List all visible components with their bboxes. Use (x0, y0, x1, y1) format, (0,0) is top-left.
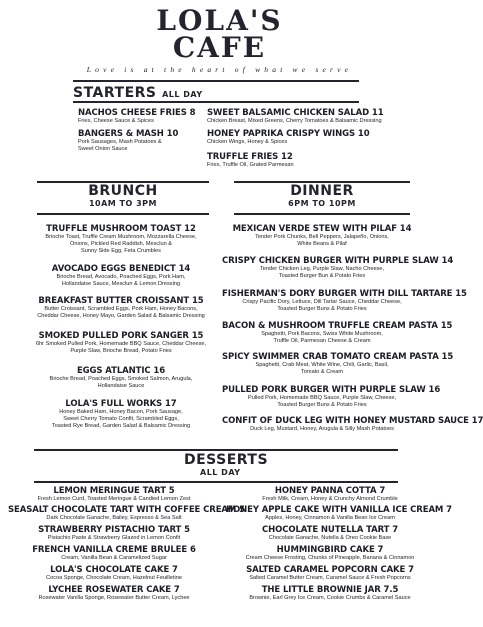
starters-heading (73, 82, 203, 101)
item-description: Duck Leg, Mustard, Honey, Arugula & Silly Mash Potatoes (250, 426, 394, 432)
item-description: White Beans & Pilaf (297, 240, 347, 247)
menu-item-brunch (16, 399, 226, 430)
brunch-bottom-rule (37, 213, 209, 215)
item-description: Fresh Lemon Curd, Toasted Meringue & Candied Lemon Zest (37, 496, 191, 502)
item-description: Brioche Bread, Poached Eggs, Smoked Salmon, Arugula, (49, 376, 193, 382)
brunch-hours: 10AM TO 3PM (88, 199, 157, 208)
item-description: Brioche Toast, Truffle Cream Mushroom, Mozzarella Cheese, (45, 234, 197, 240)
item-name: HONEY PANNA COTTA 7 (274, 486, 386, 496)
menu-item-dinner (222, 224, 422, 248)
item-description: Butter Croissant, Scrambled Eggs, Pork Ham, Honey Bacons, (44, 306, 198, 312)
item-description: Spaghetti, Crab Meat, White Wine, Chili, Garlic, Basil, (255, 362, 389, 368)
item-name: LEMON MERINGUE TART 5 (53, 486, 175, 496)
item-name: HUMMINGBIRD CAKE 7 (276, 545, 384, 555)
item-name: TRUFFLE MUSHROOM TOAST 12 (46, 224, 196, 234)
item-description: 6hr Smoked Pulled Pork, Homemade BBQ Sauce, Cheddar Cheese, (35, 341, 207, 347)
item-name: LOLA'S FULL WORKS 17 (65, 399, 177, 409)
item-description: Purple Slaw, Brioche Bread, Potato Fries (70, 347, 172, 354)
starters-bottom-rule (73, 101, 359, 103)
item-description: Spaghetti, Pork Bacons, Swiss White Mushroom, (261, 331, 383, 337)
item-name: LYCHEE ROSEWATER CAKE 7 (48, 585, 180, 595)
menu-item-dessert (8, 486, 220, 503)
item-name: CHOCOLATE NUTELLA TART 7 (261, 525, 399, 535)
menu-item-brunch (16, 366, 226, 390)
item-name: SWEET BALSAMIC CHICKEN SALAD 11 (207, 108, 384, 118)
menu-item-brunch (16, 224, 226, 255)
item-description: Cream, Vanilla Bean & Caramelized Sugar (61, 555, 167, 561)
menu-item-dessert (226, 486, 434, 503)
menu-item-starter (207, 108, 384, 125)
item-description: Brownie, Earl Grey Ice Cream, Cookie Crumbs & Caramel Sauce (249, 595, 411, 601)
item-name: BREAKFAST BUTTER CROISSANT 15 (38, 296, 204, 306)
item-description: Sunny Side Egg, Feta Crumbles (81, 247, 161, 254)
logo-line-2: CAFE (172, 31, 267, 64)
tagline: Love is at the heart of what we serve (86, 65, 353, 74)
item-description: Cocoa Sponge, Chocolate Cream, Hazelnut Feuilletine (46, 575, 182, 581)
item-description: Toasted Burger Buns & Potato Fries (277, 401, 367, 408)
desserts-rule (34, 449, 398, 451)
item-name: HONEY APPLE CAKE WITH VANILLA ICE CREAM 7 (226, 505, 452, 515)
menu-item-dessert (8, 525, 220, 542)
item-name: LOLA'S CHOCOLATE CAKE 7 (50, 565, 178, 575)
item-name: EGGS ATLANTIC 16 (76, 366, 166, 376)
menu-item-starter (78, 129, 178, 153)
item-name: BANGERS & MASH 10 (78, 129, 179, 139)
item-description: Brioche Bread, Avocado, Poached Eggs, Pork Ham, (56, 274, 186, 280)
dinner-heading (234, 183, 410, 208)
item-description: Cream Cheese Frosting, Chunks of Pineapple, Banana & Cinnamon (245, 555, 415, 561)
menu-item-dessert (226, 525, 434, 542)
menu-item-dinner (222, 352, 454, 376)
menu-item-dinner (222, 256, 454, 280)
brunch-heading (37, 183, 209, 208)
item-description: Pulled Pork, Homemade BBQ Sauce, Purple Slaw, Cheese, (248, 395, 396, 401)
item-description: Hollandaise Sauce, Mesclun & Lemon Dressing (61, 280, 181, 287)
item-description: Fries, Truffle Oil, Grated Parmesan (207, 162, 294, 168)
item-description: Fries, Cheese Sauce & Spices (78, 118, 154, 124)
item-description: Sweet Onion Sauce (78, 145, 128, 152)
item-name: AVOCADO EGGS BENEDICT 14 (51, 264, 191, 274)
menu-item-brunch (16, 296, 226, 320)
item-name: MEXICAN VERDE STEW WITH PILAF 14 (232, 224, 412, 234)
item-description: Sweet Cherry Tomato Confit, Scrambled Eggs, (63, 415, 179, 422)
starters-subtitle: ALL DAY (162, 90, 203, 99)
item-name: FRENCH VANILLA CREME BRULEE 6 (32, 545, 196, 555)
item-description: Tomato & Cream (301, 368, 343, 375)
menu-item-dessert (226, 545, 434, 562)
menu-item-dinner (222, 289, 467, 313)
item-description: Salted Caramel Butter Cream, Caramel Sauce & Fresh Popcorns (249, 575, 411, 581)
desserts-title: DESSERTS (184, 452, 269, 468)
item-description: Fresh Milk, Cream, Honey & Crunchy Almond Crumble (262, 496, 398, 502)
starters-title: STARTERS (73, 85, 157, 101)
item-name: SEASALT CHOCOLATE TART WITH COFFEE CREAM 5 (8, 505, 245, 515)
item-description: Truffle Oil, Parmesan Cheese & Cream (273, 337, 371, 344)
item-name: HONEY PAPRIKA CRISPY WINGS 10 (207, 129, 370, 139)
item-name: STRAWBERRY PISTACHIO TART 5 (38, 525, 190, 535)
item-description: Toasted Rye Bread, Garden Salad & Balsamic Dressing (51, 422, 191, 429)
item-description: Dark Chocolate Ganache, Bailey, Espresso & Sea Salt (46, 515, 182, 521)
menu-item-dessert (8, 585, 220, 602)
item-description: Pork Sausages, Mash Potatoes & (78, 139, 162, 145)
item-name: SPICY SWIMMER CRAB TOMATO CREAM PASTA 15 (222, 352, 454, 362)
menu-item-dessert (226, 565, 434, 582)
item-description: Onions, Pickled Red Raddish, Mesclun & (70, 240, 172, 247)
item-description: Cheddar Cheese, Honey Mayo, Garden Salad & Balsamic Dressing (37, 312, 205, 319)
menu-item-starter (207, 152, 294, 169)
item-description: Crispy Pacific Dory, Lettuce, Dill Tartar Sauce, Cheddar Cheese, (242, 299, 402, 305)
menu-item-starter (207, 129, 370, 146)
item-description: Chicken Breast, Mixed Greens, Cherry Tomatoes & Balsamic Dressing (207, 118, 382, 124)
item-description: Chocolate Ganache, Nutella & Oreo Cookie Base (268, 535, 392, 541)
menu-item-dessert (8, 565, 220, 582)
desserts-heading (184, 452, 268, 477)
menu-item-dinner (222, 321, 453, 345)
item-name: NACHOS CHEESE FRIES 8 (78, 108, 196, 118)
item-name: SMOKED PULLED PORK SANGER 15 (38, 331, 204, 341)
dinner-title: DINNER (290, 183, 354, 199)
menu-item-dessert (8, 545, 220, 562)
item-description: Hollandaise Sauce (97, 382, 145, 389)
menu-item-starter (78, 108, 195, 125)
item-description: Apples, Honey, Cinnamon & Vanilla Bean Ice Cream (265, 515, 395, 521)
menu-item-dinner (222, 385, 441, 409)
item-description: Honey Baked Ham, Honey Bacon, Pork Sausage, (59, 409, 183, 415)
item-name: CONFIT OF DUCK LEG WITH HONEY MUSTARD SAUCE 17 (222, 416, 483, 426)
item-name: CRISPY CHICKEN BURGER WITH PURPLE SLAW 14 (222, 256, 454, 266)
dinner-bottom-rule (234, 213, 410, 215)
logo-line-1: LOLA'S (156, 4, 283, 37)
item-description: Tender Pork Chunks, Bell Peppers, Jalapeño, Onions, (255, 234, 389, 240)
item-name: BACON & MUSHROOM TRUFFLE CREAM PASTA 15 (222, 321, 453, 331)
item-description: Tender Chicken Leg, Purple Slaw, Nacho Cheese, (259, 266, 385, 272)
item-description: Pistachio Paste & Strawberry Glazed in Lemon Confit (47, 535, 181, 541)
brunch-title: BRUNCH (88, 183, 158, 199)
menu-item-dessert (8, 505, 245, 522)
menu-item-brunch (16, 264, 226, 288)
item-name: PULLED PORK BURGER WITH PURPLE SLAW 16 (222, 385, 441, 395)
item-name: FISHERMAN'S DORY BURGER WITH DILL TARTARE 15 (222, 289, 467, 299)
item-description: Rosewater Vanilla Sponge, Rosewater Butter Cream, Lychee (38, 595, 190, 601)
item-description: Toasted Burger Bun & Potato Fries (278, 272, 366, 279)
item-description: Toasted Burger Buns & Potato Fries (277, 305, 367, 312)
item-name: SALTED CARAMEL POPCORN CAKE 7 (246, 565, 414, 575)
desserts-bottom-rule (34, 481, 398, 483)
menu-item-brunch (16, 331, 226, 355)
item-description: Chicken Wings, Honey & Spices (207, 139, 288, 145)
menu-item-dinner (222, 416, 483, 433)
item-name: TRUFFLE FRIES 12 (207, 152, 293, 162)
menu-item-dessert (226, 505, 452, 522)
menu-item-dessert (226, 585, 434, 602)
item-name: THE LITTLE BROWNIE JAR 7.5 (261, 585, 399, 595)
dinner-hours: 6PM TO 10PM (288, 199, 356, 208)
desserts-subtitle: ALL DAY (200, 468, 241, 477)
